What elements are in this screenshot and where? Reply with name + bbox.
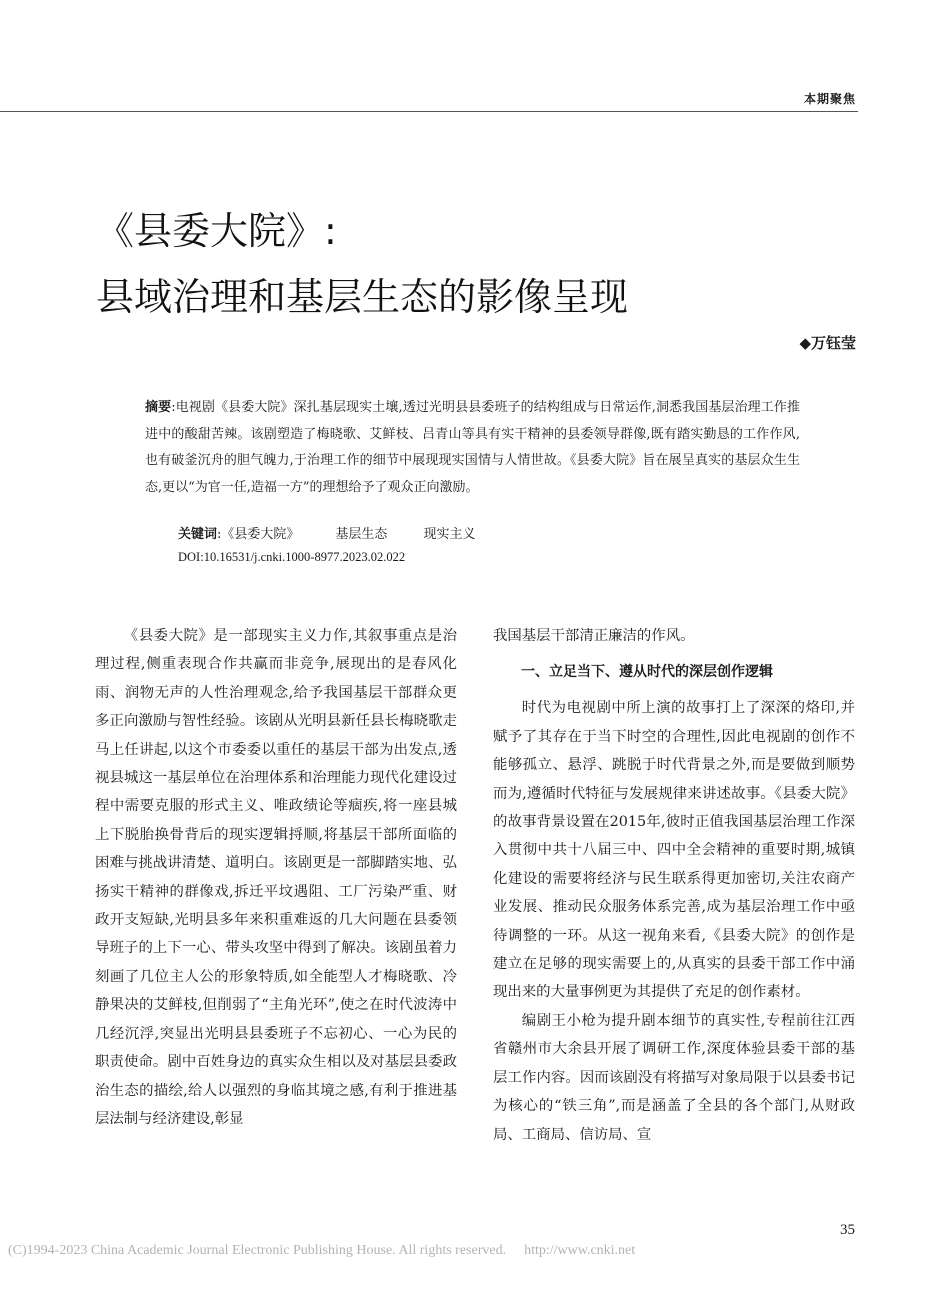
body-paragraph: 时代为电视剧中所上演的故事打上了深深的烙印,并赋予了其存在于当下时空的合理性,因此电视剧的创作不能够孤立、悬浮、跳脱于时代背景之外,而是要做到顺势而为,遵循时代特征与发展规律来讲述故事。《县委大院》的故事背景设置在2015年,彼时正值我国基层治理工作深入贯彻中共十八届三中、四中全会精神的重要时期,城镇化建设的需要将经济与民生联系得更加密切,关注农商产业发展、推动民众服务体系完善,成为基层治理工作中亟待调整的一环。从这一视角来看,《县委大院》的创作是建立在足够的现实需要上的,从真实的县委干部工作中涌现出来的大量事例更为其提供了充足的创作素材。 — [493, 700, 855, 1001]
author-name: ◆万钰莹 — [799, 334, 856, 352]
keyword-item: 基层生态 — [335, 527, 388, 542]
footer-watermark — [8, 1243, 635, 1259]
page-number: 35 — [840, 1222, 855, 1238]
section-label: 本期聚焦 — [803, 92, 856, 106]
header-rule — [0, 111, 858, 112]
doi: DOI:10.16531/j.cnki.1000-8977.2023.02.022 — [178, 550, 406, 564]
article-title — [96, 198, 876, 330]
body-column-right — [493, 622, 855, 1149]
abstract-label: 摘要 — [145, 400, 172, 415]
keyword-item: 《县委大院》 — [221, 527, 300, 542]
abstract — [145, 395, 800, 501]
keyword-item: 现实主义 — [423, 527, 476, 542]
body-paragraph: 编剧王小枪为提升剧本细节的真实性,专程前往江西省赣州市大余县开展了调研工作,深度体验县委干部的基层工作内容。因而该剧没有将描写对象局限于以县委书记为核心的“铁三角”,而是涵盖了全县的各个部门,从财政局、工商局、信访局、宣 — [493, 1012, 855, 1143]
footer-url: http://www.cnki.net — [524, 1243, 636, 1258]
keywords — [178, 523, 511, 542]
body-column-left — [95, 622, 457, 1133]
title-line-1: 《县委大院》: — [96, 209, 337, 253]
footer-copyright: (C)1994-2023 China Academic Journal Electronic Publishing House. All rights reserved. — [8, 1243, 507, 1258]
body-paragraph-continued: 我国基层干部清正廉洁的作风。 — [493, 628, 695, 644]
title-line-2: 县域治理和基层生态的影像呈现 — [96, 275, 629, 319]
keywords-label: 关键词 — [178, 527, 218, 542]
body-paragraph: 《县委大院》是一部现实主义力作,其叙事重点是治理过程,侧重表现合作共赢而非竞争,展现出的是春风化雨、润物无声的人性治理观念,给予我国基层干部群众更多正向激励与智性经验。该剧从光明县新任县长梅晓歌走马上任讲起,以这个市委委以重任的基层干部为出发点,透视县城这一基层单位在治理体系和治理能力现代化建设过程中需要克服的形式主义、唯政绩论等痼疾,将一座县城上下脱胎换骨背后的现实逻辑捋顺,将基层干部所面临的困难与挑战讲清楚、道明白。该剧更是一部脚踏实地、弘扬实干精神的群像戏,拆迁平坟遇阻、工厂污染严重、财政开支短缺,光明县多年来积重难返的几大问题在县委领导班子的上下一心、带头攻坚中得到了解决。该剧虽着力刻画了几位主人公的形象特质,如全能型人才梅晓歌、冷静果决的艾鲜枝,但削弱了“主角光环”,使之在时代波涛中几经沉浮,突显出光明县县委班子不忘初心、一心为民的职责使命。剧中百姓身边的真实众生相以及对基层县委政治生态的描绘,给人以强烈的身临其境之感,有利于推进基层法制与经济建设,彰显 — [95, 628, 457, 1127]
section-heading: 一、立足当下、遵从时代的深层创作逻辑 — [521, 664, 773, 681]
abstract-text: :电视剧《县委大院》深扎基层现实土壤,透过光明县县委班子的结构组成与日常运作,洞悉我国基层治理工作推进中的酸甜苦辣。该剧塑造了梅晓歌、艾鲜枝、吕青山等具有实干精神的县委领导群像,既有踏实勤恳的工作作风,也有破釜沉舟的胆气魄力,于治理工作的细节中展现现实国情与人情世故。《县委大院》旨在展呈真实的基层众生生态,更以“为官一任,造福一方”的理想给予了观众正向激励。 — [145, 400, 800, 495]
keywords-colon: : — [217, 527, 222, 542]
